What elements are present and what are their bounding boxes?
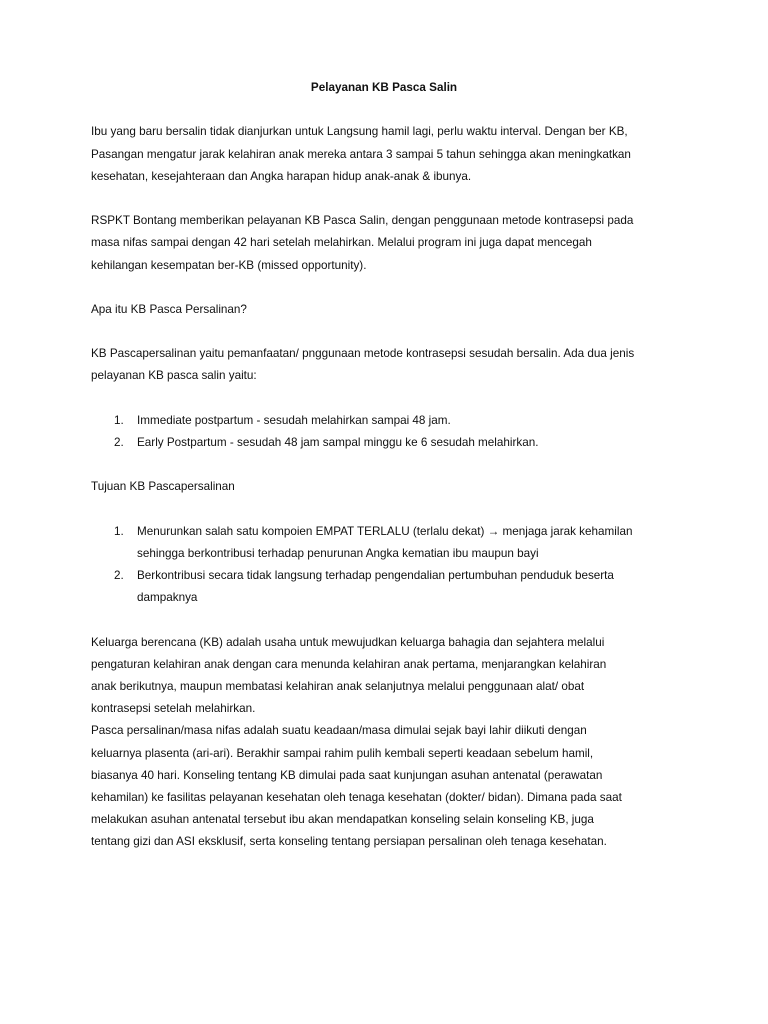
paragraph-line: melakukan asuhan antenatal tersebut ibu akan mendapatkan konseling selain konseling KB, juga [91, 813, 594, 827]
kb-paragraph [91, 632, 701, 721]
list-item [114, 521, 701, 565]
paragraph-line: KB Pascapersalinan yaitu pemanfaatan/ pnggunaan metode kontrasepsi sesudah bersalin. Ada dua jenis [91, 347, 635, 361]
list-item-line: Berkontribusi secara tidak langsung terhadap pengendalian pertumbuhan penduduk beserta [137, 569, 614, 583]
list-item-text [137, 432, 538, 454]
section-heading-goals [91, 476, 701, 498]
list-number: 1. [114, 413, 124, 427]
list-item-line: Menurunkan salah satu kompoien EMPAT TERLALU (terlalu dekat) → menjaga jarak kehamilan [137, 524, 633, 538]
paragraph-line: RSPKT Bontang memberikan pelayanan KB Pasca Salin, dengan penggunaan metode kontrasepsi pada [91, 214, 634, 228]
paragraph-line: kehilangan kesempatan ber-KB (missed opportunity). [91, 258, 367, 272]
paragraph-line: masa nifas sampai dengan 42 hari setelah melahirkan. Melalui program ini juga dapat mencegah [91, 236, 592, 250]
list-item [114, 565, 701, 609]
paragraph-line: pelayanan KB pasca salin yaitu: [91, 369, 257, 383]
document-title: Pelayanan KB Pasca Salin [310, 81, 458, 94]
definition-paragraph [91, 343, 701, 387]
list-item-text [137, 521, 632, 565]
section-heading-definition [91, 299, 701, 321]
goals-list [91, 521, 701, 610]
paragraph-line: pengaturan kelahiran anak dengan cara menunda kelahiran anak pertama, menjarangkan kelahiran [91, 657, 607, 671]
types-list [91, 410, 701, 454]
list-number: 1. [114, 524, 124, 538]
paragraph-line: kehamilan) ke fasilitas pelayanan kesehatan oleh tenaga kesehatan (dokter/ bidan). Dimana pada saat [91, 791, 622, 804]
paragraph-line: tentang gizi dan ASI eksklusif, serta konseling tentang persiapan persalinan oleh tenaga kesehatan. [91, 835, 607, 849]
paragraph-line: biasanya 40 hari. Konseling tentang KB dimulai pada saat kunjungan asuhan antenatal (perawatan [91, 768, 603, 782]
list-number: 2. [114, 569, 124, 583]
rspkt-paragraph [91, 210, 701, 277]
paragraph-line: Pasca persalinan/masa nifas adalah suatu keadaan/masa dimulai sejak bayi lahir diikuti dengan [91, 724, 587, 738]
section-heading: Tujuan KB Pascapersalinan [91, 480, 235, 494]
list-item-line: Early Postpartum - sesudah 48 jam sampal minggu ke 6 sesudah melahirkan. [137, 436, 539, 449]
paragraph-line: keluarnya plasenta (ari-ari). Berakhir sampai rahim pulih kembali seperti keadaan sebelum hamil, [91, 746, 594, 760]
paragraph-line: Pasangan mengatur jarak kelahiran anak mereka antara 3 sampai 5 tahun sehingga akan meningkatkan [91, 147, 631, 161]
paragraph-line: kesehatan, kesejahteraan dan Angka harapan hidup anak-anak & ibunya. [91, 169, 472, 183]
paragraph-line: anak berikutnya, maupun membatasi kelahiran anak selanjutnya melalui penggunaan alat/ obat [91, 680, 585, 694]
list-item-line: sehingga berkontribusi terhadap penurunan Angka kematian ibu maupun bayi [137, 546, 539, 560]
list-item [114, 432, 701, 454]
document-body [91, 121, 701, 853]
postpartum-paragraph [91, 720, 701, 853]
list-number: 2. [114, 436, 124, 449]
list-item [114, 410, 701, 432]
list-item-text [137, 410, 451, 432]
intro-paragraph [91, 121, 701, 188]
list-item-line: dampaknya [137, 591, 198, 605]
paragraph-line: Keluarga berencana (KB) adalah usaha untuk mewujudkan keluarga bahagia dan sejahtera melalui [91, 635, 605, 649]
paragraph-line: Ibu yang baru bersalin tidak dianjurkan untuk Langsung hamil lagi, perlu waktu interval. Dengan ber KB, [91, 125, 628, 139]
list-item-line: Immediate postpartum - sesudah melahirkan sampai 48 jam. [137, 413, 451, 427]
paragraph-line: kontrasepsi setelah melahirkan. [91, 702, 256, 716]
section-heading: Apa itu KB Pasca Persalinan? [91, 302, 247, 316]
list-item-text [137, 565, 614, 609]
